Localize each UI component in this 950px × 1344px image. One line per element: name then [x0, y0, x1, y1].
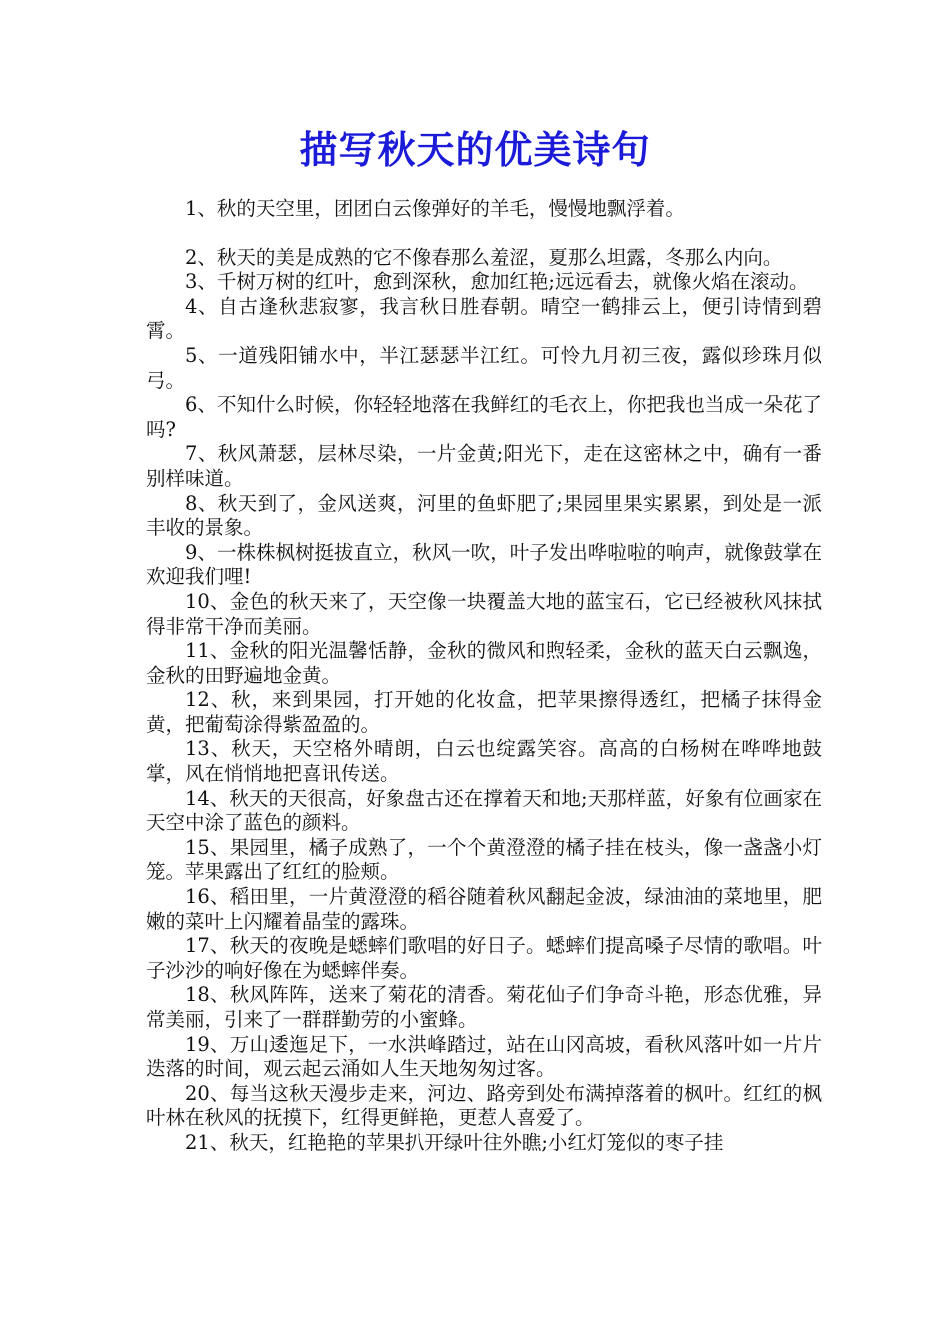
- poem-line-18: 18、秋风阵阵，送来了菊花的清香。菊花仙子们争奇斗艳，形态优雅，异常美丽，引来了一群群勤劳的小蜜蜂。: [146, 983, 822, 1031]
- document-title: 描写秋天的优美诗句: [299, 128, 651, 172]
- poem-line-7: 7、秋风萧瑟，层林尽染，一片金黄;阳光下，走在这密林之中，确有一番别样味道。: [146, 442, 822, 490]
- poem-line-1: 1、秋的天空里，团团白云像弹好的羊毛，慢慢地飘浮着。: [185, 197, 685, 220]
- poem-line-2: 2、秋天的美是成熟的它不像春那么羞涩，夏那么坦露，冬那么内向。: [185, 245, 783, 269]
- poem-line-10: 10、金色的秋天来了，天空像一块覆盖大地的蓝宝石，它已经被秋风抹拭得非常干净而美丽。: [146, 589, 822, 638]
- document-body: [146, 197, 822, 1156]
- poem-line-4: 4、自古逢秋悲寂寥，我言秋日胜春朝。晴空一鹤排云上，便引诗情到碧霄。: [146, 294, 822, 343]
- poem-line-21: 21、秋天，红艳艳的苹果扒开绿叶往外瞧;小红灯笼似的枣子挂: [185, 1130, 724, 1154]
- poem-line-12: 12、秋，来到果园，打开她的化妆盒，把苹果擦得透红，把橘子抹得金黄，把葡萄涂得紫盈盈的。: [146, 688, 822, 736]
- poem-line-6: 6、不知什么时候，你轻轻地落在我鲜红的毛衣上，你把我也当成一朵花了吗?: [146, 393, 822, 441]
- poem-line-9: 9、一株株枫树挺拔直立，秋风一吹，叶子发出哗啦啦的响声，就像鼓掌在欢迎我们哩!: [146, 540, 822, 589]
- poem-line-19: 19、万山逶迤足下，一水洪峰踏过，站在山冈高坡，看秋风落叶如一片片迭落的时间，观云起云涌如人生天地匆匆过客。: [146, 1032, 822, 1081]
- poem-line-13: 13、秋天，天空格外晴朗，白云也绽露笑容。高高的白杨树在哗哗地鼓掌，风在悄悄地把喜讯传送。: [146, 737, 822, 786]
- poem-line-14: 14、秋天的天很高，好象盘古还在撑着天和地;天那样蓝，好象有位画家在天空中涂了蓝色的颜料。: [146, 786, 822, 835]
- poem-line-3: 3、千树万树的红叶，愈到深秋，愈加红艳;远远看去，就像火焰在滚动。: [185, 270, 809, 294]
- poem-line-5: 5、一道残阳铺水中，半江瑟瑟半江红。可怜九月初三夜，露似珍珠月似弓。: [146, 343, 822, 392]
- poem-line-15: 15、果园里，橘子成熟了，一个个黄澄澄的橘子挂在枝头，像一盏盏小灯笼。苹果露出了红红的脸颊。: [146, 835, 822, 884]
- poem-line-8: 8、秋天到了，金风送爽，河里的鱼虾肥了;果园里果实累累，到处是一派丰收的景象。: [146, 491, 822, 540]
- poem-line-17: 17、秋天的夜晚是蟋蟀们歌唱的好日子。蟋蟀们提高嗓子尽情的歌唱。叶子沙沙的响好像在为蟋蟀伴奏。: [146, 934, 822, 982]
- poem-line-20: 20、每当这秋天漫步走来，河边、路旁到处布满掉落着的枫叶。红红的枫叶林在秋风的抚摸下，红得更鲜艳，更惹人喜爱了。: [146, 1081, 822, 1130]
- poem-line-16: 16、稻田里，一片黄澄澄的稻谷随着秋风翻起金波，绿油油的菜地里，肥嫩的菜叶上闪耀着晶莹的露珠。: [146, 885, 822, 933]
- poem-line-11: 11、金秋的阳光温馨恬静，金秋的微风和煦轻柔，金秋的蓝天白云飘逸，金秋的田野遍地金黄。: [146, 639, 822, 687]
